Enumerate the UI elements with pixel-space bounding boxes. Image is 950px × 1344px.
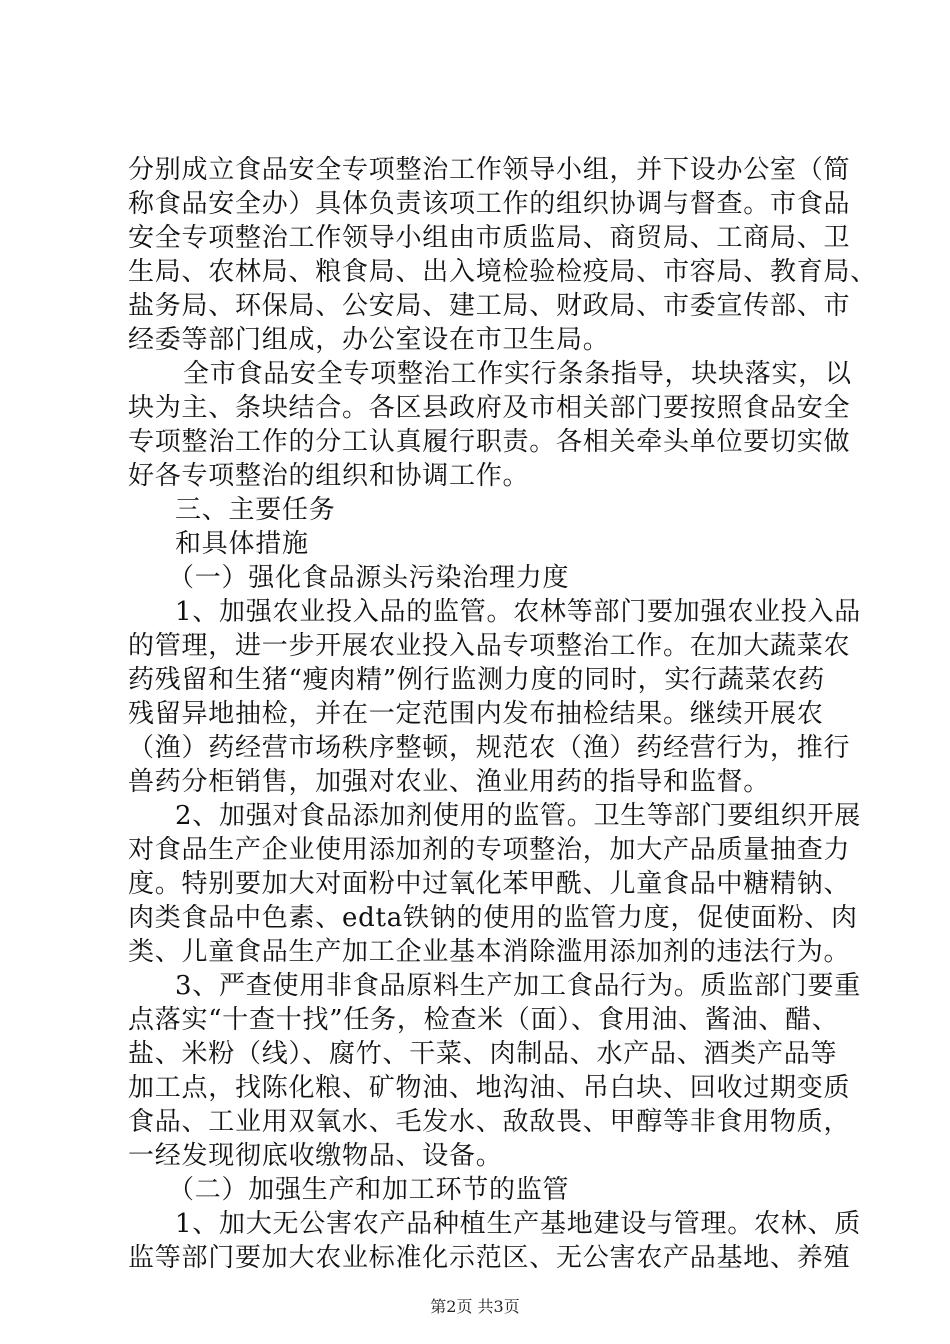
- text-line: 药残留和生猪“瘦肉精”例行监测力度的同时，实行蔬菜农药: [128, 665, 825, 695]
- text-line: 类、儿童食品生产加工企业基本消除滥用添加剂的违法行为。: [128, 937, 851, 967]
- text-line: 一经发现彻底收缴物品、设备。: [128, 1141, 503, 1171]
- text-line: 点落实“十查十找”任务，检查米（面）、食用油、酱油、醋、: [128, 1005, 839, 1035]
- paragraph-first-line: 全市食品安全专项整治工作实行条条指导，块块落实，以: [183, 359, 852, 389]
- text-line: 度。特别要加大对面粉中过氧化苯甲酰、儿童食品中糖精钠、: [128, 869, 851, 899]
- text-line: 好各专项整治的组织和协调工作。: [128, 461, 530, 491]
- text-line: 肉类食品中色素、edta铁钠的使用的监管力度，促使面粉、肉: [128, 903, 858, 933]
- text-line: 的管理，进一步开展农业投入品专项整治工作。在加大蔬菜农: [128, 631, 851, 661]
- paragraph-first-line: 1、加强农业投入品的监管。农林等部门要加强农业投入品: [175, 597, 862, 627]
- paragraph-first-line: 2、加强对食品添加剂使用的监管。卫生等部门要组织开展: [175, 801, 862, 831]
- text-line: 兽药分柜销售，加强对农业、渔业用药的指导和监督。: [128, 767, 771, 797]
- text-line: 生局、农林局、粮食局、出入境检验检疫局、市容局、教育局、: [128, 257, 878, 287]
- text-line: 对食品生产企业使用添加剂的专项整治，加大产品质量抽查力: [128, 835, 851, 865]
- text-line: 专项整治工作的分工认真履行职责。各相关牵头单位要切实做: [128, 427, 851, 457]
- text-line: 加工点，找陈化粮、矿物油、地沟油、吊白块、回收过期变质: [128, 1073, 851, 1103]
- section-heading: 和具体措施: [175, 529, 309, 559]
- text-line: 食品、工业用双氧水、毛发水、敌敌畏、甲醇等非食用物质，: [128, 1107, 851, 1137]
- text-line: 残留异地抽检，并在一定范围内发布抽检结果。继续开展农: [128, 699, 824, 729]
- text-line: 称食品安全办）具体负责该项工作的组织协调与督查。市食品: [128, 189, 851, 219]
- page-number-footer: 第2页 共3页: [430, 1297, 520, 1316]
- text-line: 盐务局、环保局、公安局、建工局、财政局、市委宣传部、市: [128, 291, 851, 321]
- text-line: 盐、米粉（线）、腐竹、干菜、肉制品、水产品、酒类产品等: [128, 1039, 838, 1069]
- text-line: 监等部门要加大农业标准化示范区、无公害农产品基地、养殖: [128, 1243, 851, 1273]
- paragraph-first-line: 3、严查使用非食品原料生产加工食品行为。质监部门要重: [175, 971, 862, 1001]
- subsection-heading: （二）加强生产和加工环节的监管: [168, 1175, 570, 1205]
- text-line: 经委等部门组成，办公室设在市卫生局。: [128, 325, 610, 355]
- text-line: 分别成立食品安全专项整治工作领导小组，并下设办公室（简: [128, 155, 851, 185]
- subsection-heading: （一）强化食品源头污染治理力度: [168, 563, 570, 593]
- text-line: 块为主、条块结合。各区县政府及市相关部门要按照食品安全: [128, 393, 851, 423]
- text-line: 安全专项整治工作领导小组由市质监局、商贸局、工商局、卫: [128, 223, 851, 253]
- section-heading: 三、主要任务: [175, 495, 336, 525]
- text-line: （渔）药经营市场秩序整顿，规范农（渔）药经营行为，推行: [128, 733, 851, 763]
- paragraph-first-line: 1、加大无公害农产品种植生产基地建设与管理。农林、质: [175, 1209, 862, 1239]
